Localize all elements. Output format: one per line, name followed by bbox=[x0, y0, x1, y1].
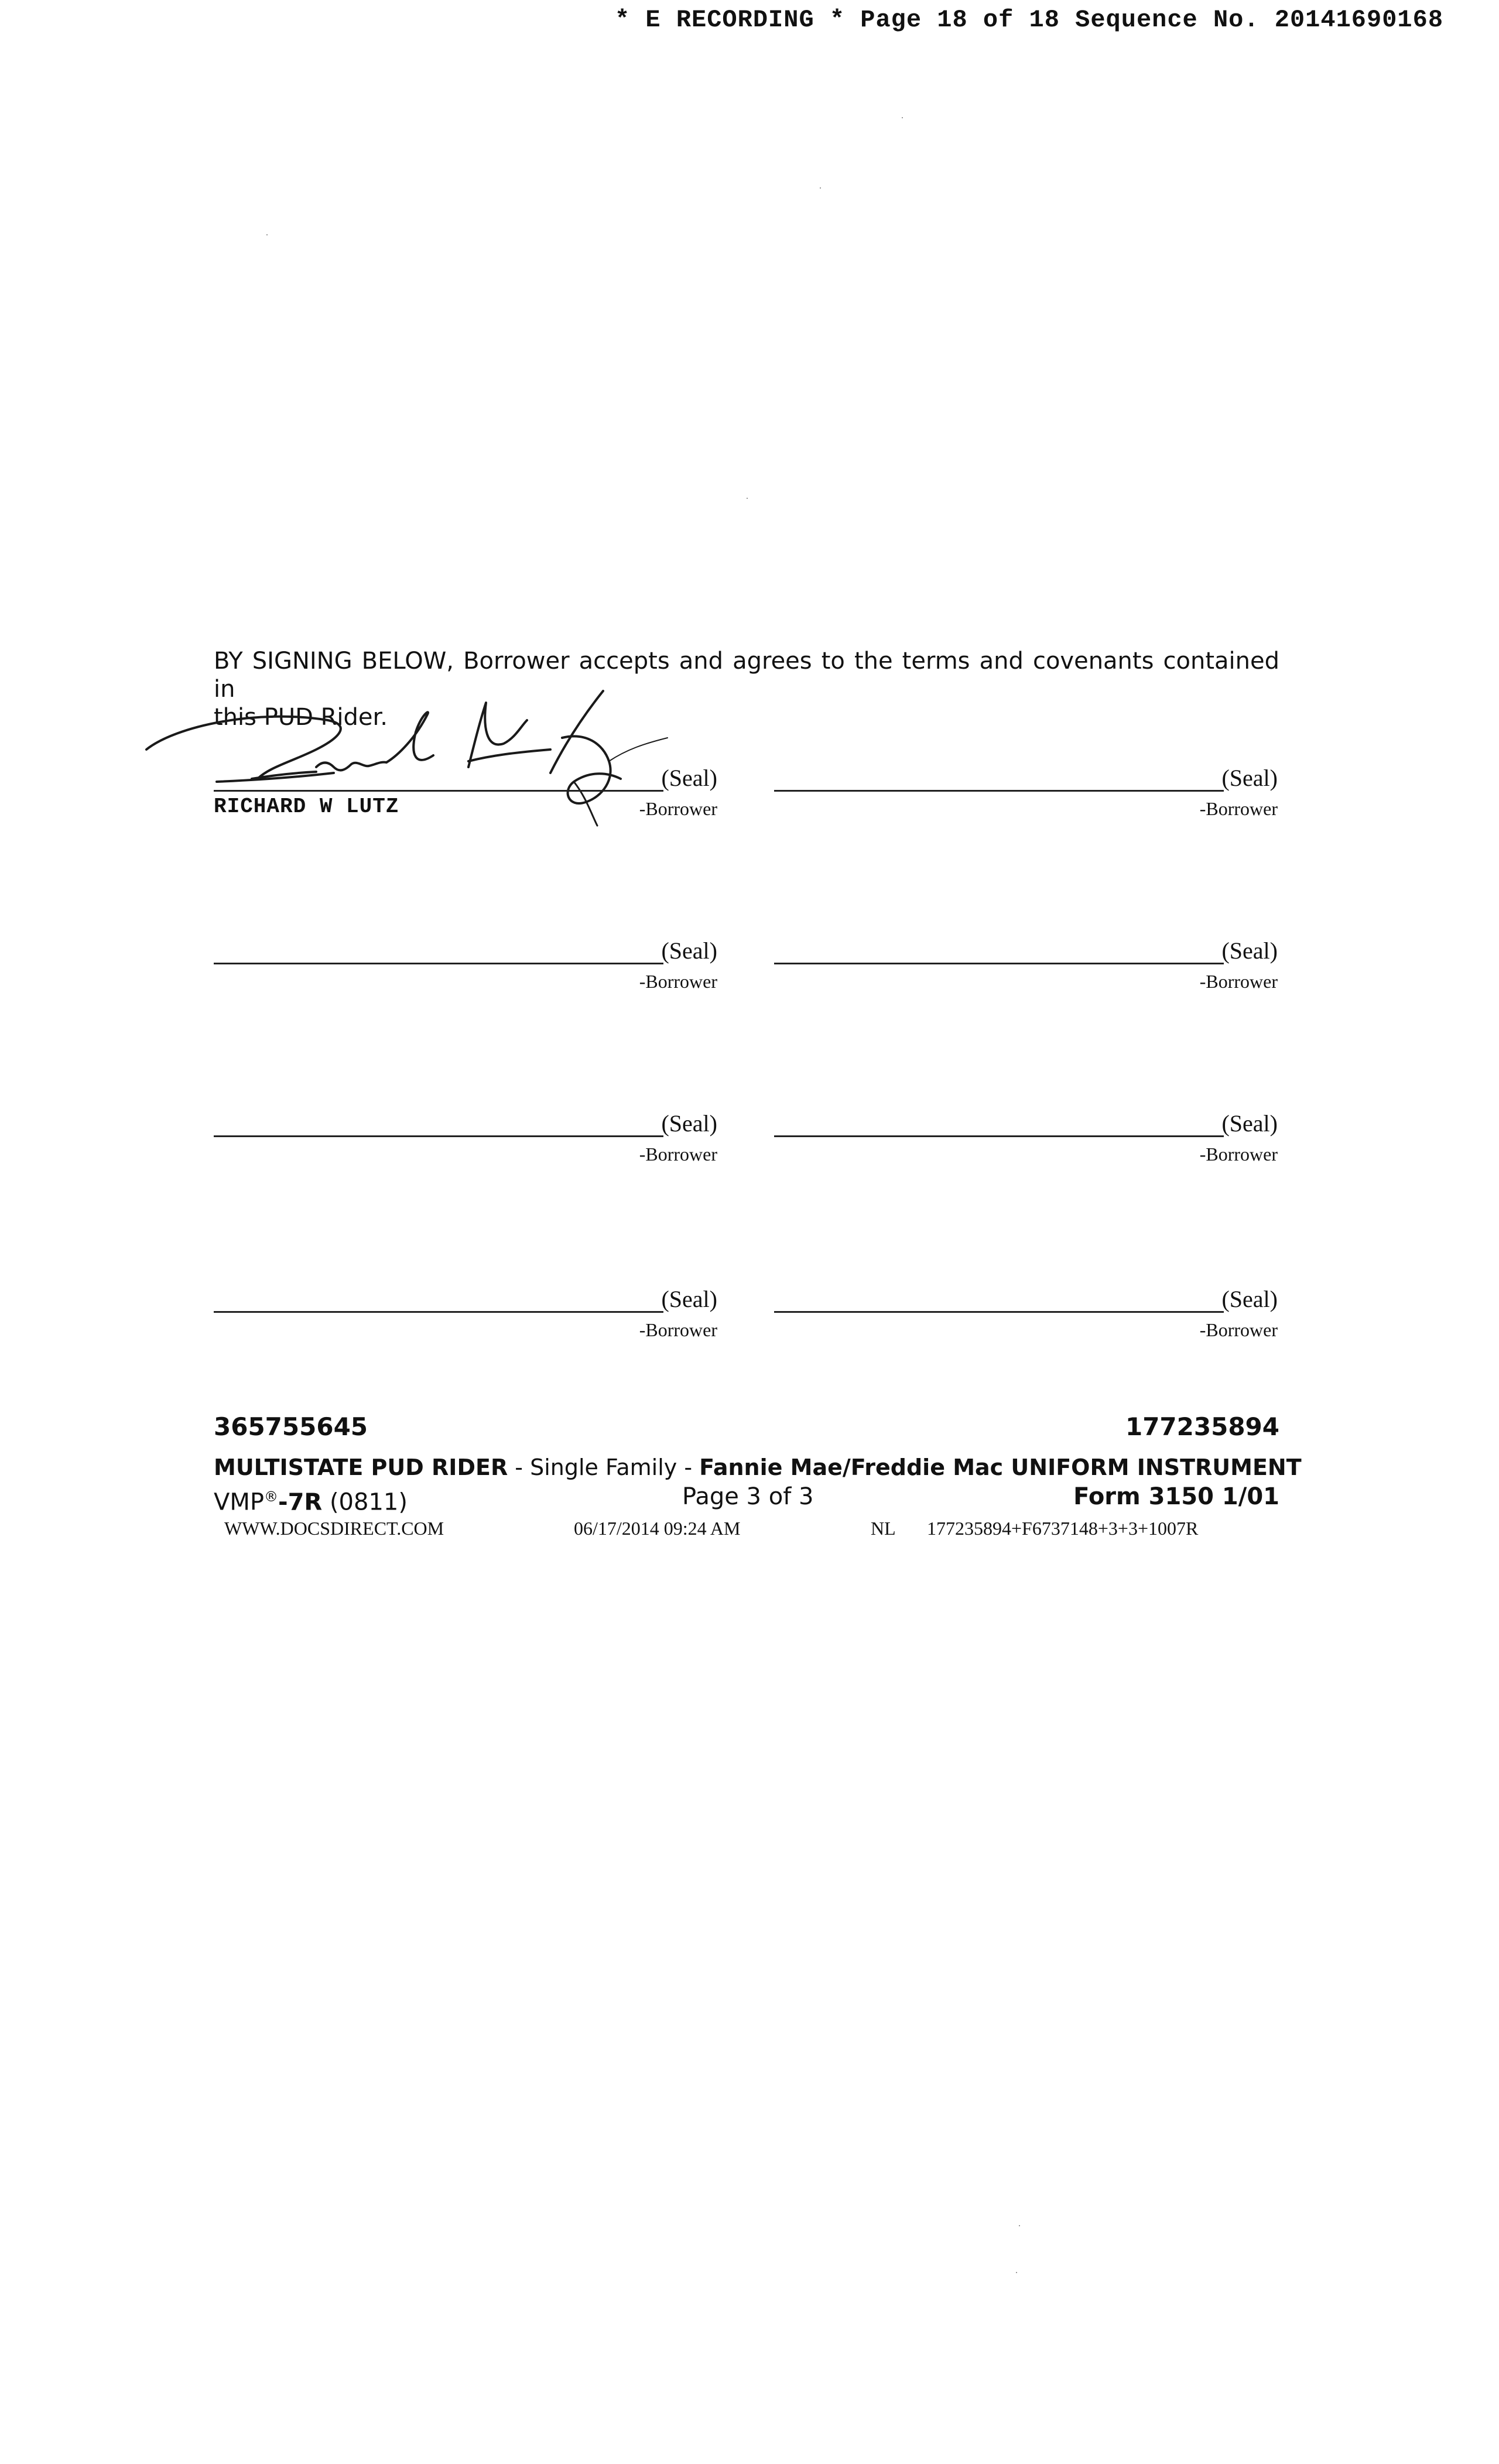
form-subtitle: - Single Family - bbox=[508, 1455, 700, 1480]
borrower-label: -Borrower bbox=[639, 798, 717, 819]
vmp-code bbox=[214, 1483, 408, 1516]
scan-speck bbox=[1016, 2272, 1017, 2273]
signature-block-1 bbox=[214, 764, 717, 834]
vmp-version: (0811) bbox=[322, 1488, 408, 1516]
scan-speck bbox=[747, 498, 748, 499]
form-info-row bbox=[214, 1483, 1279, 1516]
seal-label: (Seal) bbox=[661, 765, 717, 791]
form-instrument: Fannie Mae/Freddie Mac UNIFORM INSTRUMENT bbox=[699, 1455, 1302, 1480]
signature-line bbox=[774, 1311, 1224, 1313]
borrower-label: -Borrower bbox=[1199, 1144, 1278, 1165]
seal-label: (Seal) bbox=[1221, 1110, 1278, 1137]
page-info: Page 3 of 3 bbox=[682, 1483, 814, 1510]
seal-label: (Seal) bbox=[1221, 1286, 1278, 1312]
registered-mark: ® bbox=[264, 1488, 278, 1505]
document-code: 177235894+F6737148+3+3+1007R bbox=[927, 1518, 1199, 1539]
borrower-label: -Borrower bbox=[639, 971, 717, 992]
borrower-label: -Borrower bbox=[1199, 1319, 1278, 1340]
vmp-prefix: VMP bbox=[214, 1488, 264, 1516]
borrower-label: -Borrower bbox=[1199, 798, 1278, 819]
statement-line-1: BY SIGNING BELOW, Borrower accepts and agrees to the terms and covenants contained in bbox=[214, 648, 1279, 703]
form-title-row bbox=[214, 1453, 1302, 1481]
form-title: MULTISTATE PUD RIDER bbox=[214, 1455, 508, 1480]
recording-header: * E RECORDING * Page 18 of 18 Sequence No. 20141690168 bbox=[615, 6, 1444, 34]
scan-speck bbox=[266, 234, 268, 235]
seal-label: (Seal) bbox=[1221, 765, 1278, 791]
seal-label: (Seal) bbox=[661, 1110, 717, 1137]
signature-block-6 bbox=[774, 1110, 1278, 1180]
statement-line-2: this PUD Rider. bbox=[214, 704, 388, 731]
signature-line bbox=[214, 790, 663, 792]
signer-name: RICHARD W LUTZ bbox=[214, 795, 399, 819]
borrower-label: -Borrower bbox=[639, 1319, 717, 1340]
website: WWW.DOCSDIRECT.COM bbox=[224, 1518, 444, 1539]
signature-block-2 bbox=[774, 764, 1278, 834]
seal-label: (Seal) bbox=[661, 937, 717, 964]
form-number: Form 3150 1/01 bbox=[1073, 1483, 1279, 1510]
borrower-label: -Borrower bbox=[639, 1144, 717, 1165]
signature-block-8 bbox=[774, 1285, 1278, 1356]
borrower-label: -Borrower bbox=[1199, 971, 1278, 992]
initials: NL bbox=[871, 1518, 896, 1539]
loan-number-right: 177235894 bbox=[1125, 1412, 1279, 1441]
signature-line bbox=[774, 963, 1224, 964]
signature-line bbox=[214, 1311, 663, 1313]
loan-number-left: 365755645 bbox=[214, 1412, 368, 1441]
signature-block-4 bbox=[774, 937, 1278, 1007]
scan-speck bbox=[1019, 2225, 1020, 2226]
scan-speck bbox=[902, 117, 903, 118]
loan-numbers-row bbox=[214, 1412, 1279, 1447]
seal-label: (Seal) bbox=[1221, 937, 1278, 964]
signature-block-3 bbox=[214, 937, 717, 1007]
seal-label: (Seal) bbox=[661, 1286, 717, 1312]
signature-block-5 bbox=[214, 1110, 717, 1180]
signature-line bbox=[214, 1135, 663, 1137]
scan-speck bbox=[820, 187, 821, 189]
date-time: 06/17/2014 09:24 AM bbox=[574, 1518, 741, 1539]
vmp-form-code: -7R bbox=[278, 1488, 323, 1516]
signature-line bbox=[774, 790, 1224, 792]
signature-line bbox=[214, 963, 663, 964]
signature-block-7 bbox=[214, 1285, 717, 1356]
document-meta-row bbox=[214, 1517, 1279, 1540]
signature-line bbox=[774, 1135, 1224, 1137]
